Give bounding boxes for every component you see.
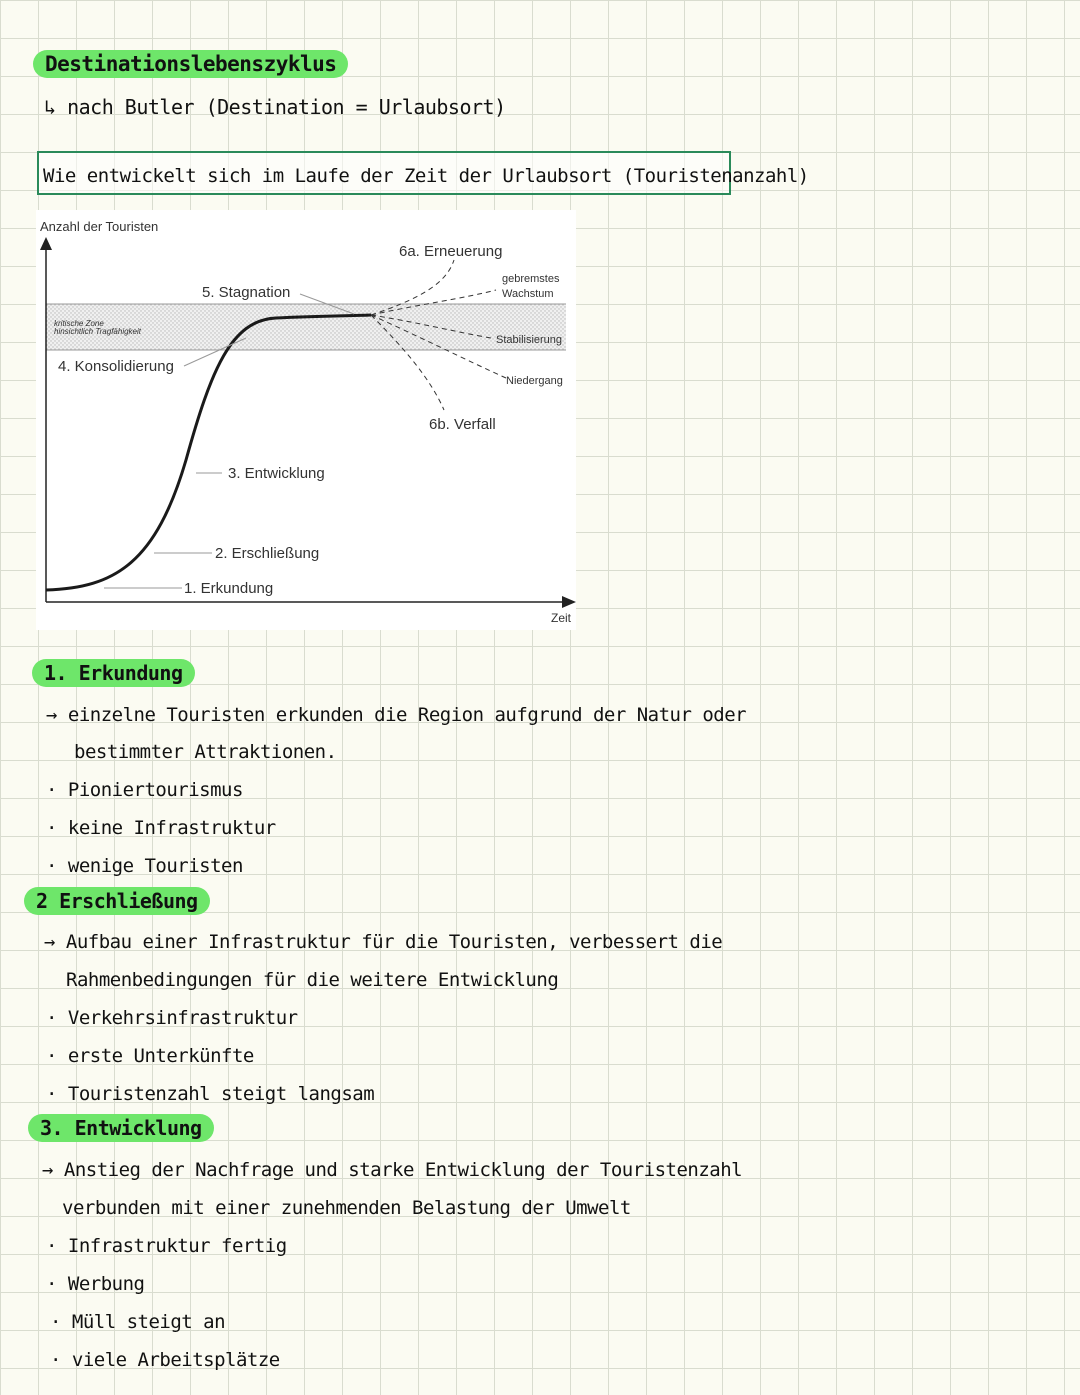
- lifecycle-chart-svg: [36, 210, 576, 630]
- section-heading-erschliessung: 2 Erschließung: [24, 887, 210, 915]
- section-text-line: verbunden mit einer zunehmenden Belastung der Umwelt: [62, 1197, 631, 1219]
- y-axis-arrow: [40, 237, 52, 250]
- bullet-item: · wenige Touristen: [46, 855, 243, 877]
- outcome-label-decline: Niedergang: [506, 375, 563, 387]
- x-axis-arrow: [562, 596, 576, 608]
- bullet-item: · keine Infrastruktur: [46, 817, 276, 839]
- phase-label-4: 4. Konsolidierung: [58, 358, 174, 375]
- phase-label-6b: 6b. Verfall: [429, 416, 496, 433]
- bullet-item: · Werbung: [46, 1273, 145, 1295]
- outcome-label-slowed-2: Wachstum: [502, 288, 554, 300]
- section-text-line: → einzelne Touristen erkunden die Region aufgrund der Natur oder: [46, 704, 747, 726]
- zone-label-1: kritische Zone: [54, 319, 104, 328]
- y-axis-label: Anzahl der Touristen: [40, 219, 159, 234]
- phase-label-2: 2. Erschließung: [215, 545, 320, 562]
- section-text-line: → Anstieg der Nachfrage und starke Entwicklung der Touristenzahl: [42, 1159, 743, 1181]
- bullet-item: · Touristenzahl steigt langsam: [46, 1083, 375, 1105]
- section-heading-erkundung: 1. Erkundung: [32, 659, 195, 687]
- page-title: Destinationslebenszyklus: [33, 50, 348, 78]
- bullet-item: · Pioniertourismus: [46, 779, 243, 801]
- bullet-item: · erste Unterkünfte: [46, 1045, 254, 1067]
- section-heading-entwicklung: 3. Entwicklung: [28, 1114, 214, 1142]
- bullet-item: · Infrastruktur fertig: [46, 1235, 287, 1257]
- bullet-item: · viele Arbeitsplätze: [50, 1349, 280, 1371]
- lifecycle-curve: [46, 315, 371, 590]
- outcome-label-slowed-1: gebremstes: [502, 273, 560, 285]
- phase-label-5: 5. Stagnation: [202, 284, 291, 301]
- x-axis-label: Zeit: [551, 611, 572, 625]
- bullet-item: · Müll steigt an: [50, 1311, 226, 1333]
- zone-label-2: hinsichtlich Tragfähigkeit: [54, 327, 142, 336]
- lifecycle-chart: [36, 210, 576, 630]
- bullet-item: · Verkehrsinfrastruktur: [46, 1007, 298, 1029]
- outcome-label-stabilization: Stabilisierung: [496, 334, 563, 346]
- section-text-line: Rahmenbedingungen für die weitere Entwicklung: [66, 969, 559, 991]
- section-text-line: bestimmter Attraktionen.: [74, 741, 337, 763]
- phase-label-6a: 6a. Erneuerung: [399, 243, 503, 260]
- page-subtitle: ↳ nach Butler (Destination = Urlaubsort): [44, 95, 506, 119]
- phase-label-1: 1. Erkundung: [184, 580, 274, 597]
- section-text-line: → Aufbau einer Infrastruktur für die Touristen, verbessert die: [44, 931, 723, 953]
- phase-label-3: 3. Entwicklung: [228, 465, 325, 482]
- question-box: Wie entwickelt sich im Laufe der Zeit der Urlaubsort (Touristenanzahl): [37, 151, 731, 195]
